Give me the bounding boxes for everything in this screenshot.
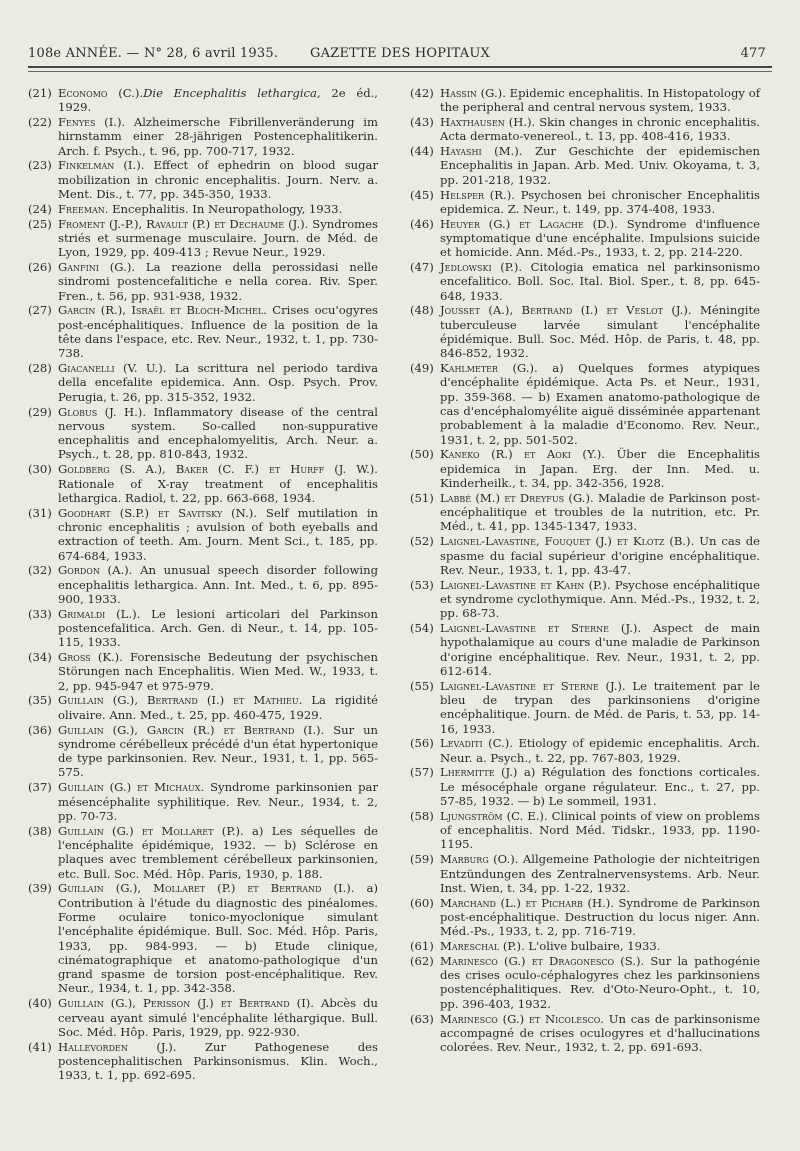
reference-entry xyxy=(28,824,378,881)
reference-number: (63) xyxy=(410,1011,434,1026)
reference-number: (31) xyxy=(28,505,52,520)
reference-number: (48) xyxy=(410,303,434,318)
reference-entry xyxy=(410,578,760,621)
header-rule-thin xyxy=(28,71,772,72)
reference-entry xyxy=(28,607,378,650)
reference-details: An unusual speech disorder following encephalitis lethargica. Ann. Int. Med., t. 6, pp. 895-900, 1933. xyxy=(58,563,379,606)
reference-authors: Freeman. xyxy=(58,201,109,216)
reference-details: Psychosen bei chronischer Encephalitis epidemica. Z. Neur., t. 149, pp. 374-408, 1933. xyxy=(440,187,760,216)
reference-entry xyxy=(28,158,378,201)
reference-entry xyxy=(28,260,378,303)
reference-entry xyxy=(410,144,760,187)
reference-entry xyxy=(28,405,378,462)
reference-entry xyxy=(410,260,760,303)
reference-entry xyxy=(410,896,760,939)
reference-details: La reazione della perossidasi nelle sindromi postencefalitiche e nella corea. Riv. Sper. Fren., t. 56, pp. 931-938, 1932. xyxy=(58,260,378,303)
reference-number: (47) xyxy=(410,260,434,275)
reference-number: (29) xyxy=(28,404,52,419)
reference-details: Un cas de parkinsonisme accompagné de crises oculogyres et d'hallucinations colorées. Rev. Neur., 1932, t. 2, pp. 691-693. xyxy=(440,1011,760,1055)
reference-details: Sur un syndrome cérébelleux précédé d'un état hypertonique de type parkinsonien. Rev. Neur., 1931, t. 1, pp. 565-575. xyxy=(58,722,379,780)
reference-entry xyxy=(28,1040,378,1083)
reference-entry xyxy=(28,693,378,722)
reference-authors: Giacanelli (V. U.). xyxy=(58,361,167,376)
reference-entry xyxy=(410,852,760,895)
reference-number: (52) xyxy=(410,534,434,549)
reference-authors: Hayashi (M.). xyxy=(440,144,523,159)
journal-title: GAZETTE DES HOPITAUX xyxy=(310,46,490,61)
reference-entry xyxy=(28,462,378,505)
reference-details: a) Les séquelles de l'encéphalite épidémique, 1932. — b) Sclérose en plaques avec tremblement cérébelleux parkinsonien, etc. Bull. Soc. Méd. Hôp. Paris, 1930, p. 188. xyxy=(58,823,378,881)
reference-details: Syndromes striés et surmenage musculaire. Journ. de Méd. de Lyon, 1929, pp. 409-413 ; Revue Neur., 1929. xyxy=(58,216,378,260)
reference-authors: Garcin (R.), Israël et Bloch-Michel. xyxy=(58,303,267,318)
reference-entry xyxy=(28,202,378,216)
reference-authors: Heuyer (G.) et Lagache (D.). xyxy=(440,216,618,231)
reference-number: (41) xyxy=(28,1039,52,1054)
reference-details: La scrittura nel periodo tardiva della encefalite epidemica. Ann. Osp. Psych. Prov. Perugia, t. 26, pp. 315-352, 1932. xyxy=(58,361,379,404)
page-header xyxy=(28,40,772,66)
reference-details: Méningite tuberculeuse larvée simulant l'encéphalite épidémique. Bull. Soc. Méd. Hôp. de Paris, t. 48, pp. 846-852, 1932. xyxy=(440,303,760,361)
reference-authors: Laignel-Lavastine, Fouquet (J.) et Klotz (B.). xyxy=(440,534,695,549)
reference-number: (53) xyxy=(410,577,434,592)
reference-authors: Gordon (A.). xyxy=(58,563,133,578)
reference-entry xyxy=(410,939,760,953)
reference-number: (36) xyxy=(28,722,52,737)
reference-authors: Marinesco (G.) et Nicolesco. xyxy=(440,1011,604,1026)
reference-entry xyxy=(410,217,760,260)
reference-authors: Hallevorden (J.). xyxy=(58,1039,177,1054)
reference-authors: Froment (J.-P.), Ravault (P.) et Dechaume (J.). xyxy=(58,216,309,231)
reference-authors: Finkelman (I.). xyxy=(58,158,145,173)
reference-authors: Guillain (G.), Mollaret (P.) et Bertrand (I.). xyxy=(58,881,355,896)
reference-entry xyxy=(410,954,760,1011)
reference-details: a) Quelques formes atypiques d'encéphalite épidémique. Acta Ps. et Neur., 1931, pp. 359-368. — b) Examen anatomo-pathologique de cas d'encéphalomyélite aiguë disséminée appartenant probablement à la maladie d'Economo. Rev. Neur., 1931, t. 2, pp. 501-502. xyxy=(440,361,760,447)
reference-authors: Lhermitte (J.) xyxy=(440,765,518,780)
reference-details: Le traitement par le bleu de trypan des parkinsoniens d'origine encéphalitique. Journ. de Méd. de Paris, t. 53, pp. 14-16, 1933. xyxy=(440,678,760,736)
reference-details: a) Contribution à l'étude du diagnostic des pinéalomes. Forme oculaire tonico-myoclonique simulant l'encéphalite épidémique. Bull. Soc. Méd. Hôp. Paris, 1933, pp. 984-993. — b) Etude clinique, cinématographique et anatomo-pathologique d'un grand spasme de torsion post-encéphalitique. Rev. Neur., 1934, t. 1, pp. 342-358. xyxy=(58,881,378,996)
reference-details: Forensische Bedeutung der psychischen Störungen nach Encephalitis. Wien Med. W., 1933, t. 2, pp. 945-947 et 975-979. xyxy=(58,650,378,693)
reference-authors: Goodhart (S.P.) et Savitsky (N.). xyxy=(58,505,257,520)
reference-details: Epidemic encephalitis. In Histopatology of the peripheral and central nervous system, 1933. xyxy=(440,86,760,115)
reference-details: Aspect de main hypothalamique au cours d'une maladie de Parkinson d'origine encéphalitique. Rev. Neur., 1931, t. 2, pp. 612-614. xyxy=(440,620,760,678)
reference-number: (57) xyxy=(410,765,434,780)
reference-details: Self mutilation in chronic encephalitis ; avulsion of both eyeballs and extraction of teeth. Am. Journ. Ment Sci., t. 185, pp. 674-684, 1933. xyxy=(58,505,378,563)
reference-title: Die Encephalitis lethargica xyxy=(143,86,317,100)
reference-number: (59) xyxy=(410,852,434,867)
reference-authors: Gross (K.). xyxy=(58,650,123,665)
reference-details: , 2e éd., 1929. xyxy=(58,86,378,115)
reference-authors: Marinesco (G.) et Dragonesco (S.). xyxy=(440,953,645,968)
reference-authors: Helsper (R.). xyxy=(440,187,515,202)
reference-authors: Globus (J. H.). xyxy=(58,404,147,419)
reference-details: Effect of ephedrin on blood sugar mobilization in chronic encephalitis. Journ. Nerv. a. Ment. Dis., t. 77, pp. 345-350, 1933. xyxy=(58,158,378,202)
reference-details: Crises ocu'ogyres post-encéphalitiques. Influence de la position de la tête dans l'espace, etc. Rev. Neur., 1932, t. 1, pp. 730-738. xyxy=(58,303,379,361)
reference-number: (60) xyxy=(410,895,434,910)
reference-number: (61) xyxy=(410,939,434,954)
reference-number: (55) xyxy=(410,678,434,693)
reference-authors: Marchand (L.) et Picharb (H.). xyxy=(440,895,614,910)
reference-authors: Mareschal (P.). xyxy=(440,939,525,954)
reference-number: (33) xyxy=(28,606,52,621)
reference-details: Maladie de Parkinson post-encéphalitique et troubles de la nutrition, etc. Pr. Méd., t. 41, pp. 1345-1347, 1933. xyxy=(440,490,760,534)
reference-number: (40) xyxy=(28,996,52,1011)
header-rule xyxy=(28,66,772,68)
reference-number: (23) xyxy=(28,158,52,173)
reference-number: (25) xyxy=(28,216,52,231)
reference-authors: Jedlowski (P.). xyxy=(440,260,523,275)
reference-number: (39) xyxy=(28,881,52,896)
reference-number: (21) xyxy=(28,86,52,100)
right-column xyxy=(410,86,760,1055)
reference-authors: Laignel-Lavastine et Kahn (P.). xyxy=(440,577,611,592)
reference-entry xyxy=(410,534,760,577)
reference-entry xyxy=(410,447,760,490)
reference-authors: Kahlmeter (G.). xyxy=(440,361,538,376)
reference-entry xyxy=(410,679,760,736)
left-column xyxy=(28,86,378,1083)
reference-number: (26) xyxy=(28,260,52,275)
reference-number: (54) xyxy=(410,620,434,635)
reference-details: Abcès du cerveau ayant simulé l'encéphalite léthargique. Bull. Soc. Méd. Hôp. Paris, 1929, pp. 922-930. xyxy=(58,996,378,1039)
reference-details: a) Régulation des fonctions corticales. Le mésocéphale organe régulateur. Enc., t. 27, pp. 57-85, 1932. — b) Le sommeil, 1931. xyxy=(440,765,760,809)
reference-number: (62) xyxy=(410,953,434,968)
reference-details: Etiology of epidemic encephalitis. Arch. Neur. a. Psych., t. 22, pp. 767-803, 1929. xyxy=(440,736,760,765)
reference-entry xyxy=(410,86,760,115)
reference-details: Syndrome parkinsonien par mésencéphalite syphilitique. Rev. Neur., 1934, t. 2, pp. 70-73. xyxy=(58,780,378,823)
reference-authors: Economo (C.). xyxy=(58,86,144,100)
reference-entry xyxy=(410,188,760,217)
reference-authors: Guillain (G.) et Michaux. xyxy=(58,780,205,795)
reference-number: (28) xyxy=(28,361,52,376)
reference-entry xyxy=(28,86,378,115)
reference-authors: Guillain (G.), Perisson (J.) et Bertrand (I). xyxy=(58,996,314,1011)
reference-entry xyxy=(28,881,378,995)
reference-entry xyxy=(410,115,760,144)
reference-authors: Laignel-Lavastine et Sterne (J.). xyxy=(440,620,642,635)
reference-entry xyxy=(28,563,378,606)
reference-details: Zur Geschichte der epidemischen Encephalitis in Japan. Arb. Med. Univ. Okoyama, t. 3, pp. 201-218, 1932. xyxy=(440,144,760,187)
issue-info: 108e ANNÉE. — N° 28, 6 avril 1935. xyxy=(28,46,279,61)
reference-authors: Labbé (M.) et Dreyfus (G.). xyxy=(440,490,594,505)
reference-authors: Marburg (O.). xyxy=(440,852,519,867)
reference-entry xyxy=(28,361,378,404)
page-number: 477 xyxy=(740,46,766,61)
reference-details: Encephalitis. In Neuropathology, 1933. xyxy=(108,201,343,216)
reference-details: Syndrome d'influence symptomatique d'une encéphalite. Impulsions suicide et homicide. Ann. Méd.-Ps., 1933, t. 2, pp. 214-220. xyxy=(440,216,760,260)
reference-authors: Guillain (G.), Bertrand (I.) et Mathieu. xyxy=(58,693,303,708)
reference-number: (56) xyxy=(410,736,434,751)
reference-number: (58) xyxy=(410,808,434,823)
reference-authors: Fenyes (I.). xyxy=(58,115,126,130)
reference-entry xyxy=(28,723,378,780)
reference-number: (45) xyxy=(410,187,434,202)
reference-details: Le lesioni articolari del Parkinson postencefalitica. Arch. Gen. di Neur., t. 14, pp. 105-115, 1933. xyxy=(58,606,378,650)
reference-authors: Guillain (G.), Garcin (R.) et Bertrand (I.). xyxy=(58,722,325,737)
reference-details: Clinical points of view on problems of encephalitis. Nord Méd. Tidskr., 1933, pp. 1190-1195. xyxy=(440,808,760,852)
reference-number: (24) xyxy=(28,201,52,216)
reference-number: (46) xyxy=(410,216,434,231)
reference-details: Inflammatory disease of the central nervous system. So-called non-suppurative encephalitis and encephalomyelitis, Arch. Neur. a. Psych., t. 28, pp. 810-843, 1932. xyxy=(58,404,378,462)
reference-details: Rationale of X-ray treatment of encephalitis lethargica. Radiol, t. 22, pp. 663-668, 1934. xyxy=(58,476,378,505)
reference-number: (42) xyxy=(410,86,434,100)
reference-entry xyxy=(410,303,760,360)
reference-entry xyxy=(410,491,760,534)
reference-details: Über die Encephalitis epidemica in Japan. Erg. der Inn. Med. u. Kinderheilk., t. 34, pp. 342-356, 1928. xyxy=(440,447,760,491)
reference-details: Allgemeine Pathologie der nichteitrigen Entzündungen des Zentralnervensystems. Arb. Neur. Inst. Wien, t. 34, pp. 1-22, 1932. xyxy=(440,852,760,895)
reference-entry xyxy=(28,506,378,563)
reference-entry xyxy=(410,361,760,447)
reference-authors: Haxthausen (H.). xyxy=(440,115,536,130)
reference-details: Un cas de spasme du facial supérieur d'origine encéphalitique. Rev. Neur., 1933, t. 1, pp. 43-47. xyxy=(440,534,760,577)
reference-authors: Ganfini (G.). xyxy=(58,260,136,275)
reference-number: (49) xyxy=(410,361,434,376)
reference-details: L'olive bulbaire, 1933. xyxy=(524,939,661,954)
reference-entry xyxy=(28,303,378,360)
reference-entry xyxy=(28,996,378,1039)
reference-entry xyxy=(410,621,760,678)
reference-authors: Kaneko (R.) et Aoki (Y.). xyxy=(440,447,605,462)
reference-entry xyxy=(410,736,760,765)
reference-number: (50) xyxy=(410,447,434,462)
reference-authors: Goldberg (S. A.), Baker (C. F.) et Hurff (J. W.). xyxy=(58,462,378,477)
reference-number: (35) xyxy=(28,693,52,708)
reference-details: Sur la pathogénie des crises oculo-céphalogyres chez les parkinsoniens postencéphalitiques. Rev. d'Oto-Neuro-Opht., t. 10, pp. 396-403, 1932. xyxy=(440,953,760,1011)
reference-number: (30) xyxy=(28,462,52,477)
reference-details: Zur Pathogenese des postencephalitischen Parkinsonismus. Klin. Woch., 1933, t. 1, pp. 692-695. xyxy=(58,1039,378,1083)
reference-number: (43) xyxy=(410,115,434,130)
reference-entry xyxy=(28,650,378,693)
reference-authors: Laignel-Lavastine et Sterne (J.). xyxy=(440,678,626,693)
reference-number: (27) xyxy=(28,303,52,318)
reference-authors: Grimaldi (L.). xyxy=(58,606,141,621)
reference-entry xyxy=(410,809,760,852)
reference-authors: Jousset (A.), Bertrand (I.) et Veslot (J.). xyxy=(440,303,692,318)
reference-number: (51) xyxy=(410,490,434,505)
reference-entry xyxy=(28,780,378,823)
reference-entry xyxy=(28,217,378,260)
reference-details: La rigidité olivaire. Ann. Med., t. 25, pp. 460-475, 1929. xyxy=(58,693,378,722)
reference-authors: Ljungström (C. E.). xyxy=(440,808,548,823)
reference-number: (38) xyxy=(28,823,52,838)
reference-details: Psychose encéphalitique et syndrome cyclothymique. Ann. Méd.-Ps., 1932, t. 2, pp. 68-73. xyxy=(440,577,760,621)
reference-authors: Guillain (G.) et Mollaret (P.). xyxy=(58,823,244,838)
reference-number: (32) xyxy=(28,563,52,578)
reference-authors: Levaditi (C.). xyxy=(440,736,513,751)
reference-number: (22) xyxy=(28,115,52,130)
reference-details: Citologia ematica nel parkinsonismo encefalitico. Boll. Soc. Ital. Biol. Sper., t. 8, pp. 645-648, 1933. xyxy=(440,260,760,303)
reference-number: (34) xyxy=(28,650,52,665)
reference-entry xyxy=(410,765,760,808)
reference-details: Skin changes in chronic encephalitis. Acta dermato-venereol., t. 13, pp. 408-416, 1933. xyxy=(440,115,760,144)
reference-details: Syndrome de Parkinson post-encéphalitique. Destruction du locus niger. Ann. Méd.-Ps., 1933, t. 2, pp. 716-719. xyxy=(440,895,760,939)
reference-details: Alzheimersche Fibrillenveränderung im hirnstamm einer 28-jährigen Postencephalitikerin. Arch. f. Psych., t. 96, pp. 700-717, 1932. xyxy=(58,115,378,158)
reference-entry xyxy=(28,115,378,158)
reference-number: (44) xyxy=(410,144,434,159)
reference-authors: Hassin (G.). xyxy=(440,86,506,100)
reference-number: (37) xyxy=(28,780,52,795)
reference-entry xyxy=(410,1012,760,1055)
